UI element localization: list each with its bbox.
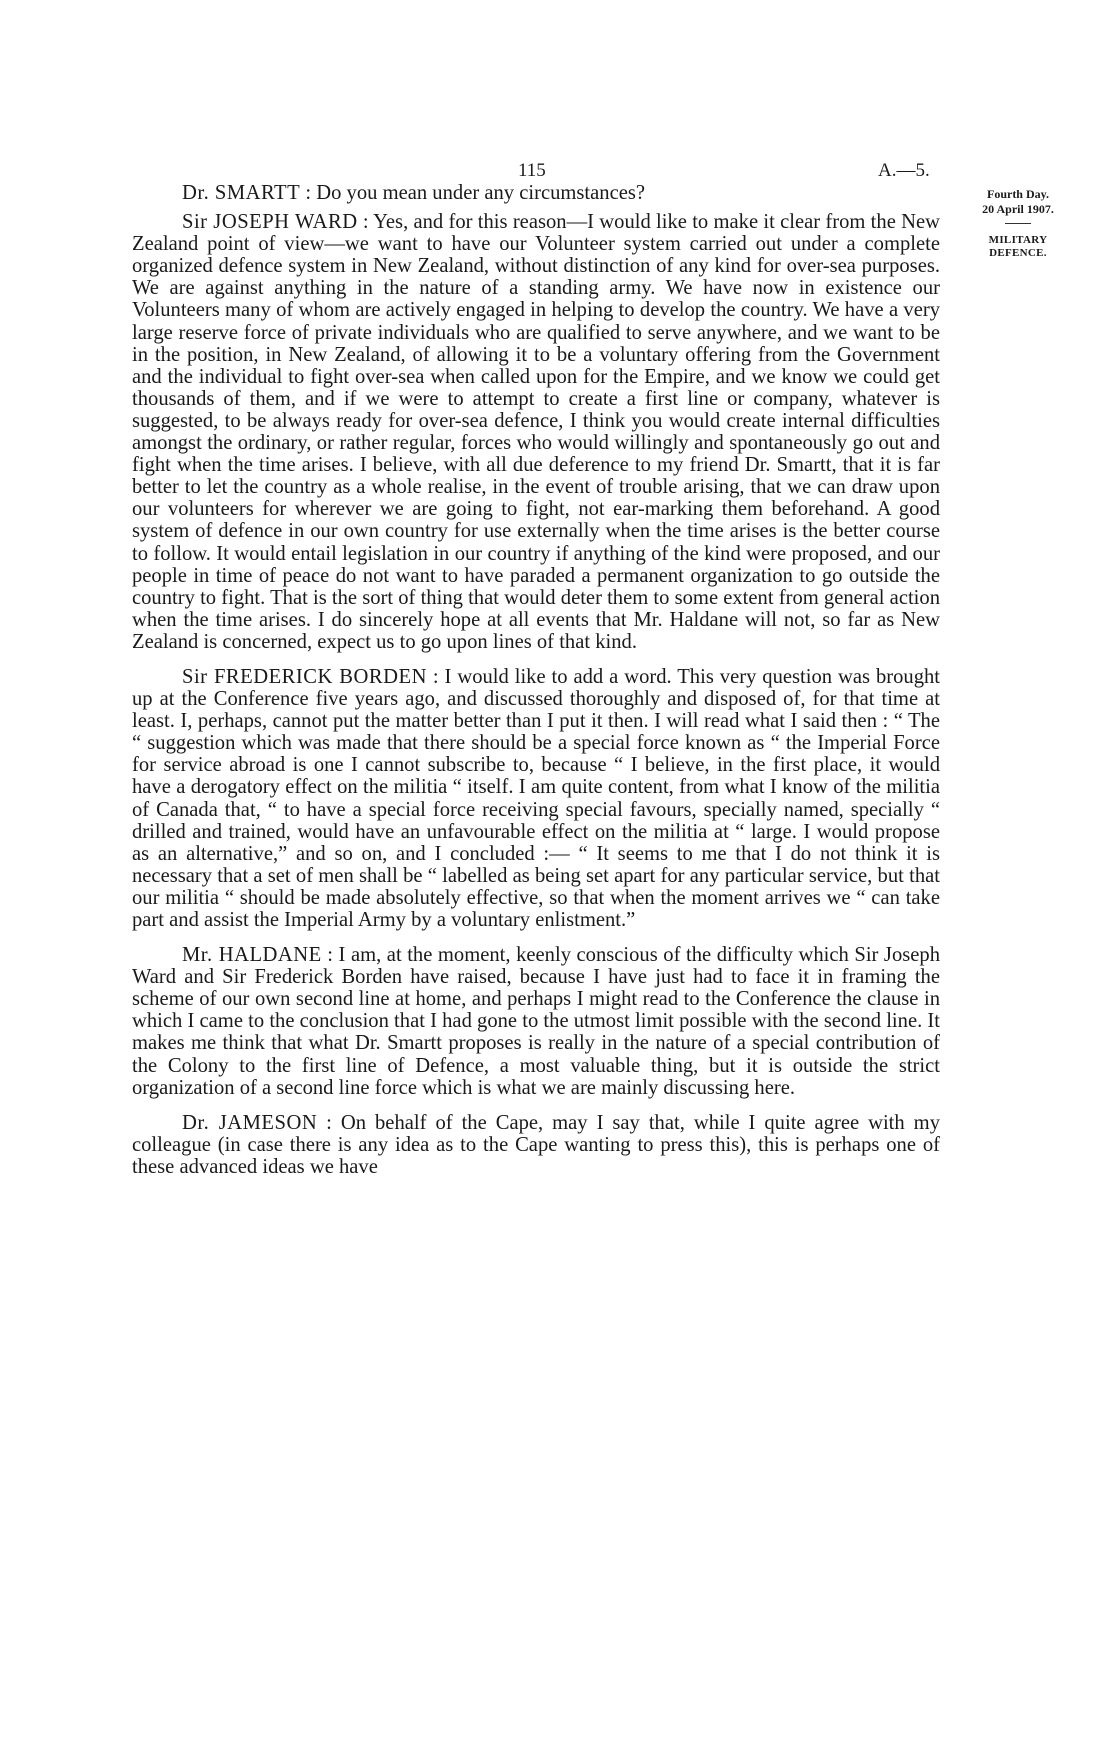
speaker-name: Dr. JAMESON	[182, 1111, 318, 1134]
margin-divider	[1005, 223, 1031, 224]
document-reference: A.—5.	[878, 160, 930, 181]
margin-day: Fourth Day.	[986, 187, 1049, 201]
speech-text: : Yes, and for this reason—I would like to make it clear from the New Zealand point of view—we want to have our Volunteer system carried out under a complete organized defence system in New Zealand, without distinction of any kind for over-sea purposes. We are against anything in the nature of a standing army. We have now in existence our Volunteers many of whom are actively engaged in helping to develop the country. We have a very large reserve force of private individuals who are qualified to serve anywhere, and we want to be in the position, in New Zealand, of allowing it to be a voluntary offering from the Government and the individual to fight over-sea when called upon for the Empire, and we know we could get thousands of them, and if we were to attempt to create a first line or company, whatever is suggested, to be always ready for over-sea defence, I think you would create internal difficulties amongst the ordinary, or rather regular, forces who would willingly and spontaneously go out and fight when the time arises. I believe, with all due deference to my friend Dr. Smartt, that it is far better to let the country as a whole realise, in the event of trouble arising, that we can draw upon our volunteers for wherever we are going to fight, not ear-marking them beforehand. A good system of defence in our own country for use externally when the time arises is the better course to follow. It would entail legislation in our country if anything of the kind were proposed, and our people in time of peace do not want to have paraded a permanent organization to go outside the country to fight. That is the sort of thing that would deter them to some extent from general action when the time arises. I do sincerely hope at all events that Mr. Haldane will not, so far as New Zealand is concerned, expect us to go upon lines of that kind.	[132, 211, 940, 653]
paragraph-ward	[132, 211, 940, 653]
speaker-name: Sir JOSEPH WARD	[182, 211, 358, 234]
paragraph-jameson	[132, 1112, 940, 1178]
speech-text: : Do you mean under any circumstances?	[300, 182, 646, 204]
margin-date: 20 April 1907.	[982, 202, 1054, 216]
paragraph-smartt	[132, 182, 940, 204]
paragraph-haldane	[132, 944, 940, 1099]
margin-subject-line1: MILITARY	[988, 234, 1048, 246]
margin-subject-line2: DEFENCE.	[989, 247, 1047, 259]
speech-text: : I am, at the moment, keenly conscious of the difficulty which Sir Joseph Ward and Sir Frederick Borden have raised, because I have just had to face it in framing the scheme of our own second line at home, and perhaps I might read to the Conference the clause in which I came to the conclusion that I had gone to the utmost limit possible with the second line. It makes me think that what Dr. Smartt proposes is really in the nature of a special contribution of the Colony to the first line of Defence, a most valuable thing, but it is outside the strict organization of a second line force which is what we are mainly discussing here.	[132, 944, 940, 1099]
speaker-name: Sir FREDERICK BORDEN	[182, 665, 427, 688]
margin-subject	[958, 234, 1078, 260]
speaker-name: Mr. HALDANE	[182, 944, 322, 967]
paragraph-borden	[132, 666, 940, 931]
speech-text: : On behalf of the Cape, may I say that, while I quite agree with my colleague (in case there is any idea as to the Cape wanting to press this), this is perhaps one of these advanced ideas we have	[132, 1111, 940, 1178]
page-number: 115	[518, 160, 546, 181]
transcript-body	[132, 182, 940, 1191]
speech-text: : I would like to add a word. This very question was brought up at the Conference five years ago, and discussed thoroughly and disposed of, for that time at least. I, perhaps, cannot put the matter better than I put it then. I will read what I said then : “ The “ suggestion which was made that there should be a special force known as “ the Imperial Force for service abroad is one I cannot subscribe to, because “ I believe, in the first place, it would have a derogatory effect on the militia “ itself. I am quite content, from what I know of the militia of Canada that, “ to have a special force receiving special favours, specially named, specially “ drilled and trained, would have an unfavourable effect on the militia at “ large. I would propose as an alternative,” and so on, and I concluded :— “ It seems to me that I do not think it is necessary that a set of men shall be “ labelled as being set apart for any particular service, but that our militia “ should be made absolutely effective, so that when the moment arrives we “ can take part and assist the Imperial Army by a voluntary enlistment.”	[132, 665, 941, 931]
speaker-name: Dr. SMARTT	[182, 182, 301, 204]
